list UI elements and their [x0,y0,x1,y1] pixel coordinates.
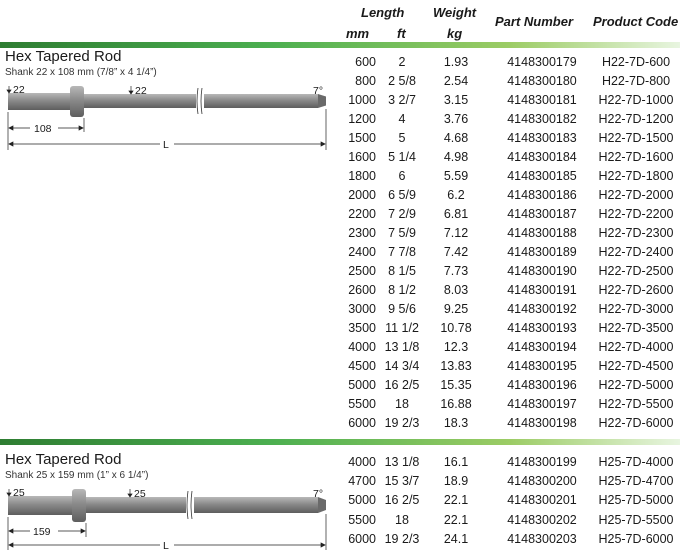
length-ft-cell: 8 1/5 [388,264,416,278]
length-ft-cell: 9 5/6 [388,302,416,316]
weight-kg-cell: 2.54 [443,74,469,88]
weight-kg-cell: 3.76 [443,112,469,126]
length-mm-cell: 1500 [348,131,376,145]
table-row [330,453,680,472]
part-number-cell: 4148300187 [507,207,577,221]
section-2-dia-mid: 25 [134,488,146,500]
length-mm-cell: 600 [355,55,376,69]
product-code-cell: H22-7D-2400 [598,245,674,259]
length-ft-cell: 7 5/9 [388,226,416,240]
table-row [330,205,680,224]
section-1-shank-length: 108 [34,123,52,135]
part-number-cell: 4148300195 [507,359,577,373]
length-ft-cell: 5 1/4 [388,150,416,164]
weight-kg-cell: 13.83 [440,359,472,373]
break-mark [187,491,192,519]
table-row [330,395,680,414]
part-number-cell: 4148300185 [507,169,577,183]
length-ft-cell: 7 2/9 [388,207,416,221]
part-number-cell: 4148300196 [507,378,577,392]
product-code-cell: H22-7D-4000 [598,340,674,354]
part-number-cell: 4148300181 [507,93,577,107]
table-row [330,243,680,262]
part-number-cell: 4148300200 [507,474,577,489]
table-row [330,72,680,91]
part-number-cell: 4148300184 [507,150,577,164]
product-code-cell: H22-7D-5500 [598,397,674,411]
product-code-cell: H22-7D-2600 [598,283,674,297]
table-row [330,53,680,72]
weight-kg-cell: 15.35 [440,378,472,392]
section-1-dia-mid: 22 [135,85,147,97]
length-mm-cell: 6000 [348,531,376,546]
product-code-cell: H25-7D-4000 [598,455,674,469]
weight-kg-cell: 10.78 [440,321,472,335]
product-code-cell: H22-7D-1600 [598,150,674,164]
section-1-subtitle: Shank 22 x 108 mm (7/8” x 4 1/4”) [5,67,157,78]
product-code-cell: H22-7D-1800 [598,169,674,183]
rod-shape [8,489,326,522]
section-2-subtitle: Shank 25 x 159 mm (1” x 6 1/4”) [5,470,149,481]
section-1-angle: 7° [313,85,324,97]
part-number-cell: 4148300191 [507,283,577,297]
length-ft-cell: 5 [398,131,406,145]
break-mark [197,88,202,114]
length-mm-cell: 5500 [348,512,376,527]
table-row [330,338,680,357]
length-mm-cell: 4000 [348,340,376,354]
length-mm-cell: 6000 [348,416,376,430]
length-ft-cell: 7 7/8 [388,245,416,259]
weight-kg-cell: 22.1 [443,493,469,508]
length-ft-cell: 16 2/5 [384,378,420,392]
weight-kg-cell: 4.68 [443,131,469,145]
product-code-cell: H22-7D-3000 [598,302,674,316]
length-mm-cell: 5000 [348,378,376,392]
part-number-cell: 4148300182 [507,112,577,126]
section-1-rod-length: L [163,139,169,151]
header-length: Length [361,5,405,20]
length-ft-cell: 3 2/7 [388,93,416,107]
part-number-cell: 4148300186 [507,188,577,202]
section-1-title: Hex Tapered Rod [5,48,122,65]
weight-kg-cell: 3.15 [443,93,469,107]
header-product-code: Product Code [593,14,679,29]
rod-shape [8,86,326,117]
length-mm-cell: 1200 [348,112,376,126]
weight-kg-cell: 7.42 [443,245,469,259]
length-ft-cell: 13 1/8 [384,455,420,469]
weight-kg-cell: 9.25 [443,302,469,316]
product-code-cell: H22-7D-800 [601,74,671,88]
weight-kg-cell: 22.1 [443,512,469,527]
product-code-cell: H25-7D-4700 [598,474,674,489]
table-row [330,281,680,300]
part-number-cell: 4148300203 [507,531,577,546]
product-code-cell: H22-7D-4500 [598,359,674,373]
part-number-cell: 4148300189 [507,245,577,259]
table-row [330,110,680,129]
part-number-cell: 4148300188 [507,226,577,240]
weight-kg-cell: 18.9 [443,474,469,489]
table-row [330,511,680,530]
length-mm-cell: 800 [355,74,376,88]
length-ft-cell: 19 2/3 [384,416,420,430]
part-number-cell: 4148300192 [507,302,577,316]
weight-kg-cell: 7.73 [443,264,469,278]
weight-kg-cell: 7.12 [443,226,469,240]
product-code-cell: H25-7D-5500 [598,512,674,527]
part-number-cell: 4148300179 [507,55,577,69]
part-number-cell: 4148300201 [507,493,577,508]
product-code-cell: H22-7D-2300 [598,226,674,240]
section-2-shank-length: 159 [33,526,51,538]
header-kg: kg [447,26,463,41]
length-mm-cell: 3000 [348,302,376,316]
product-code-cell: H25-7D-6000 [598,531,674,546]
weight-kg-cell: 18.3 [443,416,469,430]
table-row [330,262,680,281]
header-weight: Weight [433,5,477,20]
length-mm-cell: 2300 [348,226,376,240]
header-mm: mm [346,26,370,41]
table-row [330,224,680,243]
length-ft-cell: 6 5/9 [388,188,416,202]
weight-kg-cell: 8.03 [443,283,469,297]
weight-kg-cell: 6.2 [447,188,465,202]
length-mm-cell: 4000 [348,455,376,469]
length-ft-cell: 11 1/2 [385,321,419,335]
weight-kg-cell: 6.81 [443,207,469,221]
length-ft-cell: 19 2/3 [384,531,420,546]
section-2-title: Hex Tapered Rod [5,451,122,468]
header-part-number: Part Number [495,14,574,29]
table-row [330,357,680,376]
section-2-rod-diagram [0,485,335,555]
length-ft-cell: 2 5/8 [388,74,416,88]
weight-kg-cell: 24.1 [443,531,469,546]
weight-kg-cell: 16.1 [443,455,469,469]
section-2-dia-left: 25 [13,487,25,499]
product-code-cell: H22-7D-1200 [598,112,674,126]
length-mm-cell: 2600 [348,283,376,297]
length-mm-cell: 2400 [348,245,376,259]
part-number-cell: 4148300194 [507,340,577,354]
product-code-cell: H22-7D-2000 [598,188,674,202]
length-ft-cell: 8 1/2 [388,283,416,297]
product-code-cell: H25-7D-5000 [598,493,674,508]
section-2-angle: 7° [313,488,324,500]
table-row [330,186,680,205]
weight-kg-cell: 1.93 [443,55,469,69]
length-mm-cell: 5500 [348,397,376,411]
length-mm-cell: 2500 [348,264,376,278]
product-code-cell: H22-7D-2500 [598,264,674,278]
length-mm-cell: 3500 [348,321,376,335]
length-ft-cell: 18 [395,397,409,411]
product-code-cell: H22-7D-6000 [598,416,674,430]
length-ft-cell: 18 [395,512,409,527]
product-code-cell: H22-7D-1000 [598,93,674,107]
table-row [330,376,680,395]
part-number-cell: 4148300193 [507,321,577,335]
length-ft-cell: 6 [398,169,406,183]
table-row [330,414,680,433]
section-1-dia-left: 22 [13,84,25,96]
length-ft-cell: 15 3/7 [384,474,420,489]
length-ft-cell: 16 2/5 [384,493,420,508]
table-row [330,530,680,549]
weight-kg-cell: 16.88 [440,397,472,411]
part-number-cell: 4148300199 [507,455,577,469]
weight-kg-cell: 5.59 [443,169,469,183]
length-ft-cell: 2 [398,55,406,69]
part-number-cell: 4148300198 [507,416,577,430]
part-number-cell: 4148300183 [507,131,577,145]
product-code-cell: H22-7D-1500 [598,131,674,145]
table-row [330,472,680,491]
length-mm-cell: 2200 [348,207,376,221]
length-mm-cell: 1000 [348,93,376,107]
part-number-cell: 4148300202 [507,512,577,527]
weight-kg-cell: 4.98 [443,150,469,164]
length-mm-cell: 5000 [348,493,376,508]
section-2-divider [0,439,680,445]
length-mm-cell: 1600 [348,150,376,164]
part-number-cell: 4148300180 [507,74,577,88]
table-row [330,491,680,510]
table-row [330,148,680,167]
table-row [330,167,680,186]
section-1-rod-diagram [0,82,335,157]
length-mm-cell: 4500 [348,359,376,373]
length-mm-cell: 4700 [348,474,376,489]
section-2-rod-length: L [163,540,169,552]
product-code-cell: H22-7D-600 [601,55,671,69]
product-code-cell: H22-7D-5000 [598,378,674,392]
part-number-cell: 4148300197 [507,397,577,411]
table-row [330,300,680,319]
length-ft-cell: 13 1/8 [384,340,420,354]
length-mm-cell: 1800 [348,169,376,183]
product-code-cell: H22-7D-2200 [598,207,674,221]
table-row [330,129,680,148]
part-number-cell: 4148300190 [507,264,577,278]
product-code-cell: H22-7D-3500 [598,321,674,335]
header-ft: ft [397,26,406,41]
weight-kg-cell: 12.3 [443,340,469,354]
length-mm-cell: 2000 [348,188,376,202]
table-row [330,319,680,338]
table-row [330,91,680,110]
length-ft-cell: 4 [398,112,406,126]
length-ft-cell: 14 3/4 [384,359,420,373]
